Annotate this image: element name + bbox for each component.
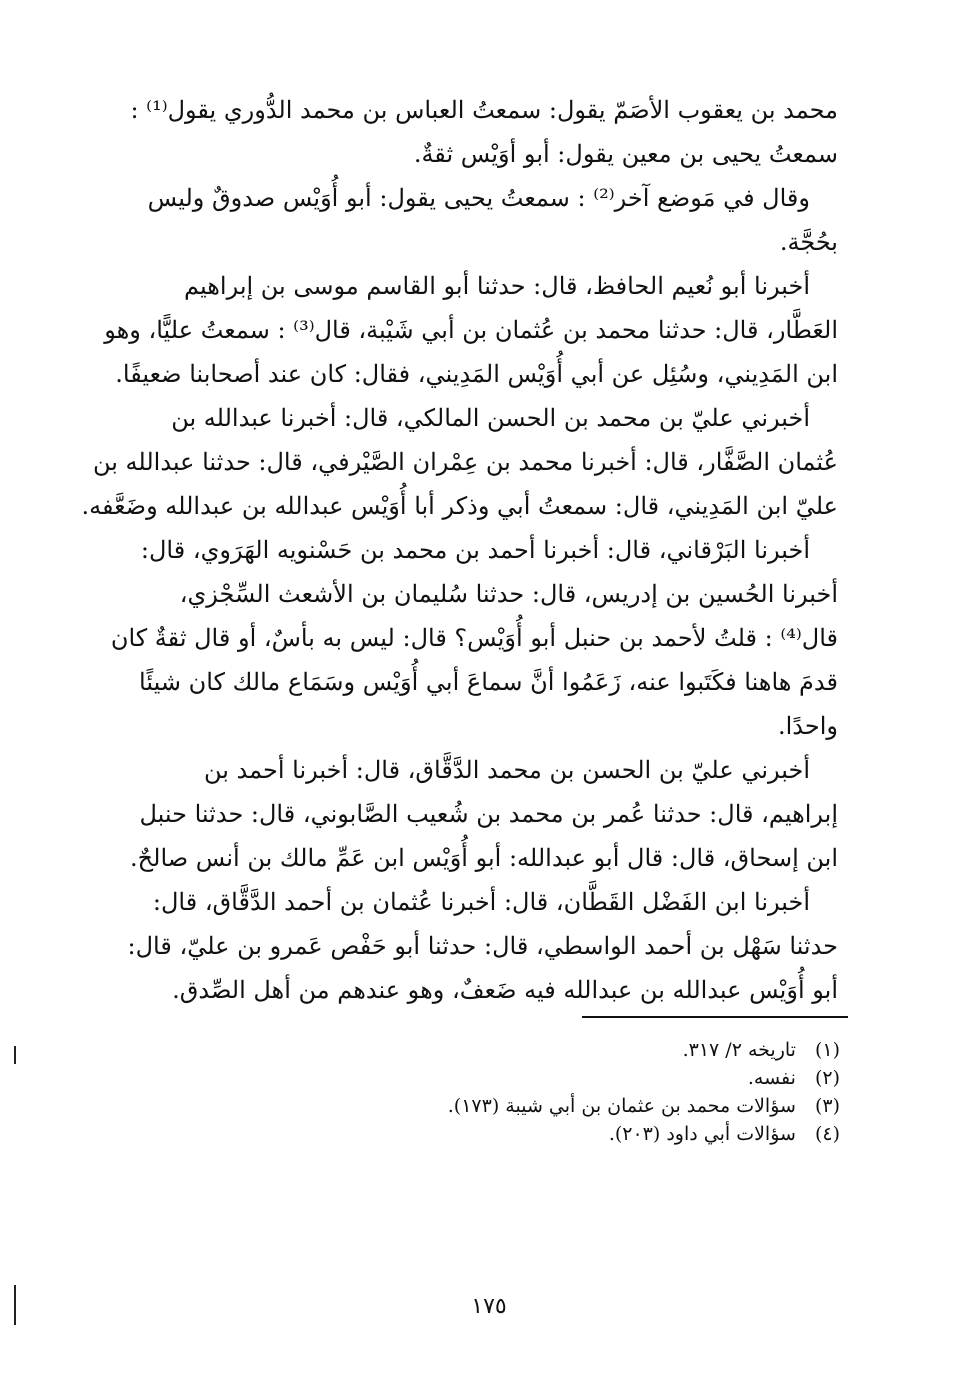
margin-mark (14, 1285, 16, 1325)
margin-mark (14, 1046, 16, 1064)
footnote (380, 1064, 840, 1092)
text-line: قال⁽⁴⁾ : قلتُ لأحمد بن حنبل أبو أُوَيْس؟ قال: ليس به بأسٌ، أو قال ثقةٌ كان (110, 624, 838, 652)
footnote-text: تاريخه ٢/ ٣١٧. (682, 1039, 796, 1061)
footnote (380, 1120, 840, 1148)
text-line: ابن المَدِيني، وسُئِل عن أبي أُوَيْس المَدِيني، فقال: كان عند أصحابنا ضعيفًا. (115, 360, 838, 388)
footnote-number: (٤) (814, 1123, 840, 1145)
text-line: سمعتُ يحيى بن معين يقول: أبو أوَيْس ثقةٌ. (413, 140, 838, 168)
page-number: ١٧٥ (471, 1294, 507, 1319)
footnote-text: نفسه. (747, 1067, 796, 1089)
main-text (81, 88, 838, 1012)
footnotes (380, 1036, 840, 1148)
footnote-number: (٣) (814, 1095, 840, 1117)
text-line: العَطَّار، قال: حدثنا محمد بن عُثمان بن أبي شَيْبة، قال⁽³⁾ : سمعتُ عليًّا، وهو (104, 316, 838, 344)
text-line: إبراهيم، قال: حدثنا عُمر بن محمد بن شُعيب الصَّابوني، قال: حدثنا حنبل (139, 800, 838, 828)
text-line: حدثنا سَهْل بن أحمد الواسطي، قال: حدثنا أبو حَفْص عَمرو بن عليّ، قال: (127, 932, 838, 960)
text-line: عُثمان الصَّفَّار، قال: أخبرنا محمد بن عِمْران الصَّيْرفي، قال: حدثنا عبدالله بن (92, 448, 838, 476)
footnote-divider (582, 1016, 848, 1018)
text-line: محمد بن يعقوب الأصَمّ يقول: سمعتُ العباس بن محمد الدُّوري يقول⁽¹⁾ : (130, 96, 838, 124)
text-line: واحدًا. (778, 712, 838, 740)
text-line: عليّ ابن المَدِيني، قال: سمعتُ أبي وذكر أبا أُوَيْس عبدالله بن عبدالله وضَعَّفه. (81, 492, 838, 520)
footnote-text: سؤالات محمد بن عثمان بن أبي شيبة (١٧٣). (447, 1095, 796, 1117)
text-line: أخبرنا الحُسين بن إدريس، قال: حدثنا سُليمان بن الأشعث السِّجْزي، (179, 580, 838, 608)
text-line: قدمَ هاهنا فكَتَبوا عنه، زَعَمُوا أنَّ سماعَ أبي أُوَيْس وسَمَاع مالك كان شيئًا (139, 668, 838, 696)
footnote-number: (١) (814, 1039, 840, 1061)
text-line: أخبرني عليّ بن الحسن بن محمد الدَّقَّاق، قال: أخبرنا أحمد بن (203, 756, 810, 784)
footnote (380, 1036, 840, 1064)
footnote-number: (٢) (814, 1067, 840, 1089)
text-line: أخبرنا البَرْقاني، قال: أخبرنا أحمد بن محمد بن حَسْنويه الهَرَوي، قال: (140, 536, 810, 564)
footnote (380, 1092, 840, 1120)
text-line: بحُجَّة. (779, 228, 838, 256)
text-line: أخبرني عليّ بن محمد بن الحسن المالكي، قال: أخبرنا عبدالله بن (171, 404, 810, 432)
text-line: أبو أُوَيْس عبدالله بن عبدالله فيه ضَعفٌ، وهو عندهم من أهل الصِّدق. (172, 976, 838, 1004)
text-line: أخبرنا ابن الفَضْل القَطَّان، قال: أخبرنا عُثمان بن أحمد الدَّقَّاق، قال: (152, 888, 810, 916)
footnote-text: سؤالات أبي داود (٢٠٣). (608, 1123, 796, 1145)
text-line: ابن إسحاق، قال: قال أبو عبدالله: أبو أُوَيْس ابن عَمِّ مالك بن أنس صالحٌ. (130, 844, 838, 872)
text-line: أخبرنا أبو نُعيم الحافظ، قال: حدثنا أبو القاسم موسى بن إبراهيم (184, 272, 810, 300)
text-line: وقال في مَوضع آخر⁽²⁾ : سمعتُ يحيى يقول: أبو أُوَيْس صدوقٌ وليس (147, 184, 810, 212)
